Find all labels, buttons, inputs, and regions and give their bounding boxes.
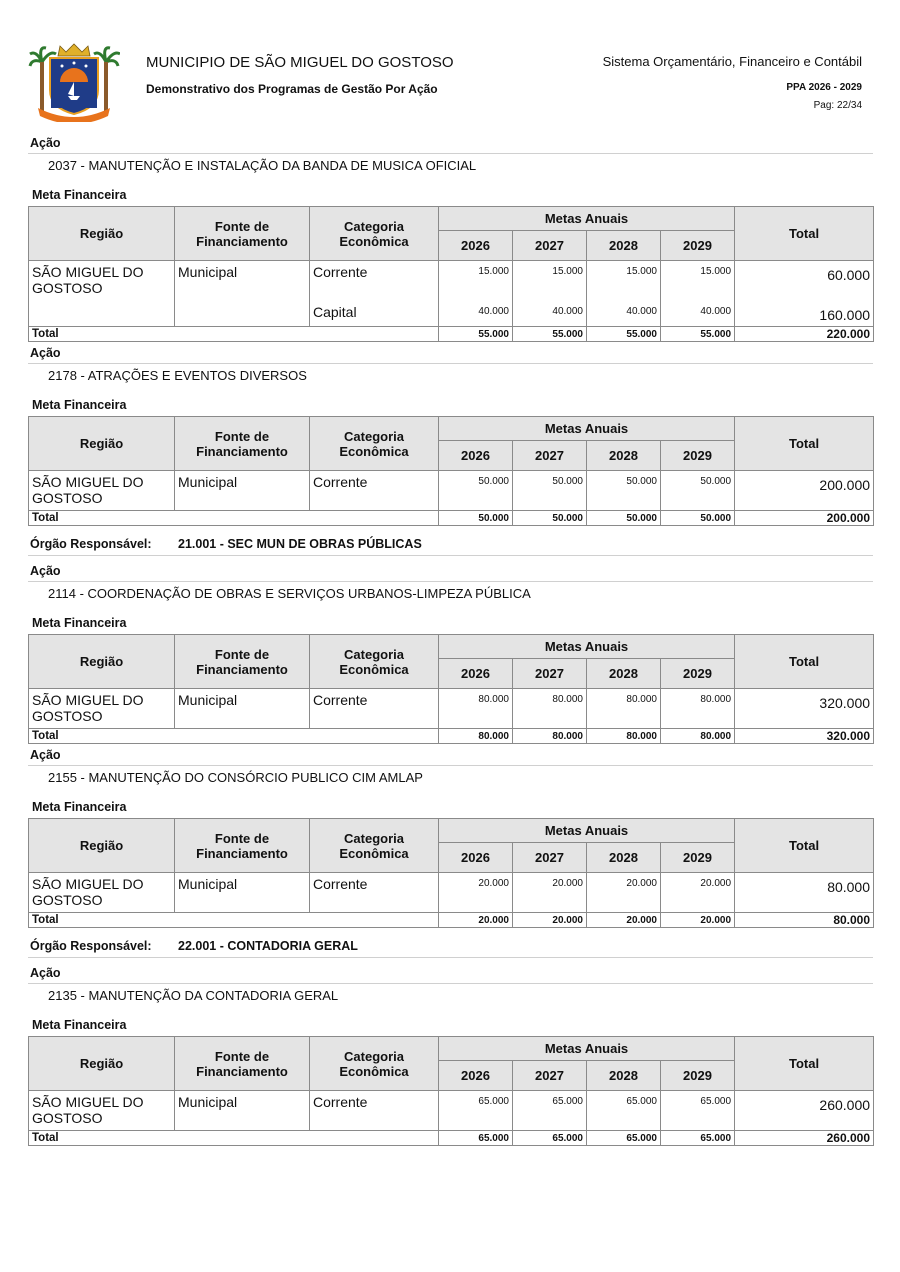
col-total: Total (735, 819, 874, 873)
meta-financeira-table (28, 818, 874, 928)
cell-row-total: 60.000 (735, 261, 874, 301)
orgao-responsavel (28, 528, 873, 556)
table-total-row (29, 327, 874, 342)
grand-total: 320.000 (735, 729, 874, 744)
grand-total: 220.000 (735, 327, 874, 342)
col-categoria: Categoria Econômica (310, 207, 439, 261)
orgao-value: 22.001 - CONTADORIA GERAL (178, 939, 358, 953)
total-value: 55.000 (439, 327, 513, 342)
col-fonte: Fonte de Financiamento (175, 207, 310, 261)
total-value: 50.000 (439, 511, 513, 526)
cell-categoria: Corrente (310, 1091, 439, 1131)
total-value: 50.000 (661, 511, 735, 526)
col-fonte: Fonte de Financiamento (175, 1037, 310, 1091)
cell-value: 65.000 (661, 1091, 735, 1131)
cell-fonte: Municipal (175, 261, 310, 301)
total-value: 20.000 (661, 913, 735, 928)
total-value: 65.000 (513, 1131, 587, 1146)
total-value: 50.000 (587, 511, 661, 526)
total-value: 80.000 (513, 729, 587, 744)
cell-row-total: 80.000 (735, 873, 874, 913)
col-year: 2027 (513, 843, 587, 873)
cell-regiao: SÃO MIGUEL DO GOSTOSO (29, 689, 175, 729)
col-year: 2028 (587, 659, 661, 689)
meta-financeira-label: Meta Financeira (32, 616, 127, 630)
total-value: 50.000 (513, 511, 587, 526)
table-row (29, 689, 874, 729)
cell-value: 20.000 (661, 873, 735, 913)
cell-value: 20.000 (587, 873, 661, 913)
cell-categoria: Corrente (310, 261, 439, 301)
cell-value: 65.000 (587, 1091, 661, 1131)
acao-label: Ação (28, 134, 873, 154)
col-regiao: Região (29, 417, 175, 471)
cell-row-total: 160.000 (735, 301, 874, 327)
total-value: 55.000 (513, 327, 587, 342)
cell-value: 40.000 (587, 301, 661, 327)
col-total: Total (735, 417, 874, 471)
col-metas-anuais: Metas Anuais (439, 1037, 735, 1061)
table-row (29, 301, 874, 327)
col-year: 2029 (661, 231, 735, 261)
table-header-row (29, 635, 874, 659)
col-fonte: Fonte de Financiamento (175, 635, 310, 689)
acao-name: 2178 - ATRAÇÕES E EVENTOS DIVERSOS (48, 368, 307, 383)
ppa-period: PPA 2026 - 2029 (786, 82, 862, 93)
municipal-crest-icon (28, 42, 120, 122)
orgao-label: Órgão Responsável: (30, 537, 152, 551)
cell-row-total: 200.000 (735, 471, 874, 511)
table-row (29, 1091, 874, 1131)
page-number: Pag: 22/34 (813, 100, 862, 111)
cell-value: 80.000 (439, 689, 513, 729)
table-header-row (29, 417, 874, 441)
col-year: 2027 (513, 659, 587, 689)
meta-financeira-table (28, 634, 874, 744)
total-label: Total (29, 913, 439, 928)
report-title: Demonstrativo dos Programas de Gestão Por Ação (146, 82, 438, 96)
orgao-responsavel (28, 930, 873, 958)
total-value: 65.000 (661, 1131, 735, 1146)
municipality-name: MUNICIPIO DE SÃO MIGUEL DO GOSTOSO (146, 54, 454, 71)
cell-categoria: Corrente (310, 471, 439, 511)
table-row (29, 873, 874, 913)
col-year: 2027 (513, 1061, 587, 1091)
meta-financeira-label: Meta Financeira (32, 398, 127, 412)
col-categoria: Categoria Econômica (310, 635, 439, 689)
acao-name: 2135 - MANUTENÇÃO DA CONTADORIA GERAL (48, 988, 339, 1003)
cell-row-total: 320.000 (735, 689, 874, 729)
col-year: 2028 (587, 231, 661, 261)
col-year: 2026 (439, 441, 513, 471)
total-value: 20.000 (587, 913, 661, 928)
total-value: 65.000 (587, 1131, 661, 1146)
col-categoria: Categoria Econômica (310, 417, 439, 471)
total-label: Total (29, 511, 439, 526)
table-total-row (29, 511, 874, 526)
col-year: 2029 (661, 441, 735, 471)
cell-regiao: SÃO MIGUEL DO GOSTOSO (29, 873, 175, 913)
meta-financeira-table (28, 416, 874, 526)
col-year: 2026 (439, 843, 513, 873)
cell-fonte: Municipal (175, 689, 310, 729)
col-metas-anuais: Metas Anuais (439, 635, 735, 659)
table-header-row (29, 207, 874, 231)
meta-financeira-label: Meta Financeira (32, 1018, 127, 1032)
system-name: Sistema Orçamentário, Financeiro e Contábil (602, 54, 862, 69)
col-fonte: Fonte de Financiamento (175, 819, 310, 873)
acao-name: 2037 - MANUTENÇÃO E INSTALAÇÃO DA BANDA DE MUSICA OFICIAL (48, 158, 477, 173)
col-year: 2029 (661, 659, 735, 689)
col-year: 2026 (439, 659, 513, 689)
cell-value: 40.000 (513, 301, 587, 327)
grand-total: 80.000 (735, 913, 874, 928)
col-year: 2028 (587, 843, 661, 873)
cell-categoria: Corrente (310, 689, 439, 729)
cell-value: 80.000 (513, 689, 587, 729)
meta-financeira-label: Meta Financeira (32, 188, 127, 202)
orgao-value: 21.001 - SEC MUN DE OBRAS PÚBLICAS (178, 537, 422, 551)
table-header-row (29, 819, 874, 843)
cell-value: 15.000 (587, 261, 661, 301)
orgao-label: Órgão Responsável: (30, 939, 152, 953)
acao-label: Ação (28, 964, 873, 984)
col-year: 2027 (513, 441, 587, 471)
cell-row-total: 260.000 (735, 1091, 874, 1131)
total-value: 80.000 (587, 729, 661, 744)
cell-value: 50.000 (439, 471, 513, 511)
table-total-row (29, 1131, 874, 1146)
report-header (0, 0, 900, 130)
cell-value: 20.000 (513, 873, 587, 913)
cell-categoria: Corrente (310, 873, 439, 913)
report-content (28, 134, 873, 1148)
col-total: Total (735, 635, 874, 689)
col-regiao: Região (29, 207, 175, 261)
cell-value: 65.000 (513, 1091, 587, 1131)
col-year: 2029 (661, 1061, 735, 1091)
acao-label: Ação (28, 344, 873, 364)
col-metas-anuais: Metas Anuais (439, 207, 735, 231)
total-value: 80.000 (439, 729, 513, 744)
cell-value: 50.000 (587, 471, 661, 511)
cell-value: 15.000 (661, 261, 735, 301)
col-metas-anuais: Metas Anuais (439, 417, 735, 441)
grand-total: 260.000 (735, 1131, 874, 1146)
col-year: 2028 (587, 441, 661, 471)
col-year: 2027 (513, 231, 587, 261)
cell-value: 50.000 (513, 471, 587, 511)
acao-name: 2114 - COORDENAÇÃO DE OBRAS E SERVIÇOS URBANOS-LIMPEZA PÚBLICA (48, 586, 531, 601)
total-value: 55.000 (661, 327, 735, 342)
total-label: Total (29, 1131, 439, 1146)
table-row (29, 471, 874, 511)
total-value: 65.000 (439, 1131, 513, 1146)
acao-name: 2155 - MANUTENÇÃO DO CONSÓRCIO PUBLICO CIM AMLAP (48, 770, 423, 785)
cell-fonte (175, 301, 310, 327)
acao-label: Ação (28, 562, 873, 582)
cell-regiao (29, 301, 175, 327)
cell-value: 80.000 (661, 689, 735, 729)
cell-fonte: Municipal (175, 1091, 310, 1131)
meta-financeira-label: Meta Financeira (32, 800, 127, 814)
col-year: 2029 (661, 843, 735, 873)
col-regiao: Região (29, 819, 175, 873)
cell-categoria: Capital (310, 301, 439, 327)
cell-fonte: Municipal (175, 471, 310, 511)
table-header-row (29, 1037, 874, 1061)
meta-financeira-table (28, 1036, 874, 1146)
total-value: 20.000 (439, 913, 513, 928)
col-categoria: Categoria Econômica (310, 819, 439, 873)
col-year: 2026 (439, 1061, 513, 1091)
col-metas-anuais: Metas Anuais (439, 819, 735, 843)
table-row (29, 261, 874, 301)
total-value: 80.000 (661, 729, 735, 744)
cell-regiao: SÃO MIGUEL DO GOSTOSO (29, 471, 175, 511)
col-year: 2028 (587, 1061, 661, 1091)
col-year: 2026 (439, 231, 513, 261)
cell-regiao: SÃO MIGUEL DO GOSTOSO (29, 261, 175, 301)
grand-total: 200.000 (735, 511, 874, 526)
col-fonte: Fonte de Financiamento (175, 417, 310, 471)
col-total: Total (735, 1037, 874, 1091)
total-value: 55.000 (587, 327, 661, 342)
cell-value: 40.000 (661, 301, 735, 327)
total-label: Total (29, 327, 439, 342)
cell-value: 80.000 (587, 689, 661, 729)
total-label: Total (29, 729, 439, 744)
col-regiao: Região (29, 635, 175, 689)
table-total-row (29, 913, 874, 928)
cell-value: 50.000 (661, 471, 735, 511)
cell-value: 40.000 (439, 301, 513, 327)
meta-financeira-table (28, 206, 874, 342)
col-total: Total (735, 207, 874, 261)
acao-label: Ação (28, 746, 873, 766)
col-categoria: Categoria Econômica (310, 1037, 439, 1091)
cell-value: 20.000 (439, 873, 513, 913)
table-total-row (29, 729, 874, 744)
cell-value: 15.000 (513, 261, 587, 301)
col-regiao: Região (29, 1037, 175, 1091)
cell-value: 15.000 (439, 261, 513, 301)
cell-value: 65.000 (439, 1091, 513, 1131)
cell-fonte: Municipal (175, 873, 310, 913)
cell-regiao: SÃO MIGUEL DO GOSTOSO (29, 1091, 175, 1131)
total-value: 20.000 (513, 913, 587, 928)
